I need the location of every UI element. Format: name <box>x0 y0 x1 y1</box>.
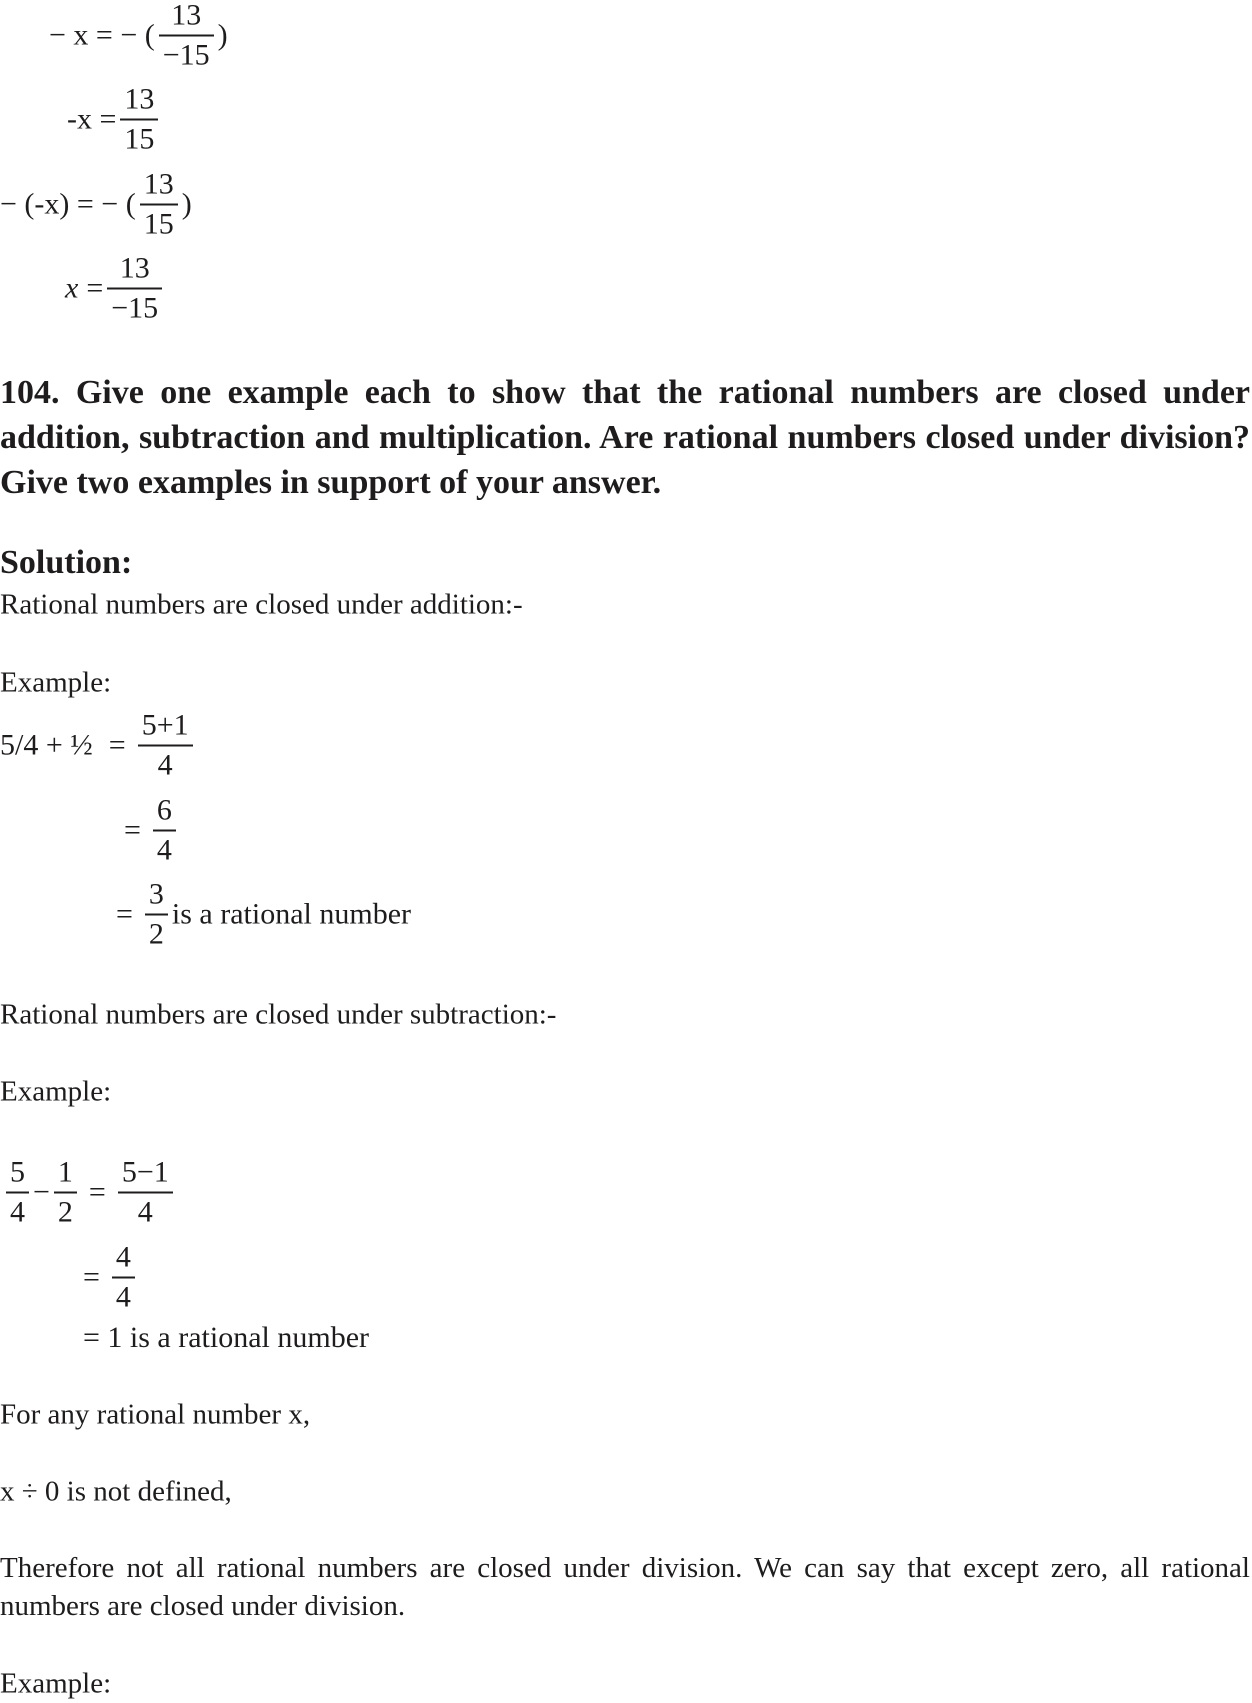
fraction-bar <box>138 744 193 746</box>
fraction <box>159 0 214 71</box>
fraction-bar <box>6 1191 29 1193</box>
rhs: ) <box>181 187 192 220</box>
subtraction-step-1 <box>2 1157 177 1228</box>
equation-step-1 <box>49 0 228 71</box>
equals: = <box>83 1260 100 1293</box>
fraction-bar <box>112 1276 135 1278</box>
lhs: − (-x) = − ( <box>0 187 136 220</box>
fraction-bar <box>159 34 214 36</box>
addition-step-3 <box>116 879 411 950</box>
denominator: −15 <box>111 291 159 324</box>
numerator: 13 <box>119 251 150 285</box>
fraction-bar <box>153 829 176 831</box>
equals: = <box>108 728 126 761</box>
addition-heading: Rational numbers are closed under addition:- <box>0 588 523 621</box>
denominator: 4 <box>115 1280 131 1313</box>
subtraction-example-label: Example: <box>0 1075 112 1108</box>
denominator: 4 <box>157 748 173 781</box>
expression: 5/4 + ½ <box>0 728 93 761</box>
rhs: ) <box>217 18 228 51</box>
fraction-bar <box>145 913 168 915</box>
denominator: 2 <box>57 1195 73 1228</box>
equals: = <box>88 1175 106 1208</box>
equation-step-3 <box>0 169 192 240</box>
addition-step-1 <box>0 710 197 781</box>
fraction <box>112 1242 135 1313</box>
denominator: 15 <box>124 122 155 155</box>
subtraction-step-2 <box>83 1242 139 1313</box>
denominator: −15 <box>162 38 210 71</box>
denominator: 2 <box>148 917 164 950</box>
equation-step-4 <box>65 253 166 324</box>
addition-step-2 <box>124 795 180 866</box>
fraction-bar <box>120 118 158 120</box>
lhs: -x = <box>67 102 117 135</box>
numerator: 4 <box>115 1240 131 1274</box>
denominator: 4 <box>156 833 172 866</box>
question-104: 104. Give one example each to show that the rational numbers are closed under addition, subtraction and multiplication. Are rational numbers closed under division? Give two examples in support of your answer. <box>0 374 1250 501</box>
fraction <box>6 1157 29 1228</box>
division-paragraph: Therefore not all rational numbers are closed under division. We can say that except zero, all rational numbers are closed under division. <box>0 1552 1250 1622</box>
division-line-1: For any rational number x, <box>0 1398 311 1431</box>
conclusion: is a rational number <box>171 897 412 930</box>
numerator: 5+1 <box>141 708 189 742</box>
numerator: 3 <box>148 877 164 911</box>
numerator: 13 <box>124 82 155 116</box>
fraction <box>118 1157 173 1228</box>
equals: = <box>124 813 141 846</box>
addition-example-label: Example: <box>0 666 112 699</box>
fraction-bar <box>54 1191 77 1193</box>
denominator: 4 <box>137 1195 153 1228</box>
fraction <box>120 84 158 155</box>
fraction-bar <box>118 1191 173 1193</box>
subtraction-step-3: = 1 is a rational number <box>83 1321 370 1354</box>
numerator: 1 <box>57 1155 73 1189</box>
numerator: 6 <box>156 793 172 827</box>
fraction <box>107 253 162 324</box>
fraction <box>145 879 168 950</box>
subtraction-heading: Rational numbers are closed under subtraction:- <box>0 998 557 1031</box>
fraction <box>54 1157 77 1228</box>
variable: x <box>65 271 79 304</box>
numerator: 5−1 <box>121 1155 169 1189</box>
minus: − <box>33 1175 50 1208</box>
denominator: 15 <box>143 207 174 240</box>
equals: = <box>86 271 104 304</box>
lhs: − x = − ( <box>49 18 155 51</box>
division-example-label: Example: <box>0 1667 112 1700</box>
equation-step-2 <box>67 84 162 155</box>
fraction <box>153 795 176 866</box>
fraction-bar <box>140 203 178 205</box>
denominator: 4 <box>10 1195 25 1228</box>
fraction-bar <box>107 287 162 289</box>
numerator: 13 <box>171 0 202 32</box>
fraction <box>138 710 193 781</box>
equals: = <box>116 897 133 930</box>
numerator: 13 <box>143 167 174 201</box>
fraction <box>140 169 178 240</box>
numerator: 5 <box>10 1155 25 1189</box>
division-line-2: x ÷ 0 is not defined, <box>0 1475 232 1508</box>
solution-title: Solution: <box>0 544 133 581</box>
